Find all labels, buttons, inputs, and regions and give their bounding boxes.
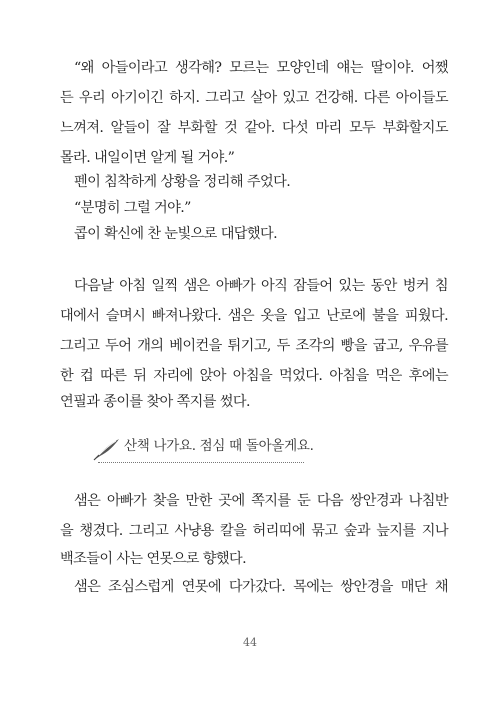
text-line: 몰라. 내일이면 알게 될 거야.” [60,150,235,166]
text-line: 다음날 아침 일찍 샘은 아빠가 아직 잠들어 있는 동안 벙커 침 [74,278,448,294]
text-line: 연필과 종이를 찾아 쪽지를 썼다. [60,394,250,410]
note-text: 산책 나가요. 점심 때 돌아올게요. [124,438,314,454]
text-line: 백조들이 사는 연못으로 향했다. [60,551,247,567]
text-line: 을 챙겼다. 그리고 사냥용 칼을 허리띠에 묶고 숲과 늪지를 지나 [60,523,448,539]
text-line: “왜 아들이라고 생각해? 모르는 모양인데 얘는 딸이야. 어쨌 [74,60,448,76]
text-line: 샘은 조심스럽게 연못에 다가갔다. 목에는 쌍안경을 매단 채 [74,579,448,595]
text-line: 느껴져. 알들이 잘 부화할 것 같아. 다섯 마리 모두 부화할지도 [60,120,448,136]
text-line: 한 컵 따른 뒤 자리에 앉아 아침을 먹었다. 아침을 먹은 후에는 [60,368,448,384]
text-line: 든 우리 아기이긴 하지. 그리고 살아 있고 건강해. 다른 아이들도 [60,90,448,106]
text-line: 그리고 두어 개의 베이컨을 튀기고, 두 조각의 빵을 굽고, 우유를 [60,338,448,354]
text-line: “분명히 그럴 거야.” [74,200,191,216]
handwritten-note [92,434,314,464]
text-line: 콥이 확신에 찬 눈빛으로 대답했다. [74,226,278,242]
text-line: 펜이 침착하게 상황을 정리해 주었다. [74,174,291,190]
page-number: 44 [243,636,257,649]
dotted-underline [98,462,304,463]
text-line: 샘은 아빠가 찾을 만한 곳에 쪽지를 둔 다음 쌍안경과 나침반 [74,493,448,509]
quill-pen-icon [92,436,122,462]
text-line: 대에서 슬며시 빠져나왔다. 샘은 옷을 입고 난로에 불을 피웠다. [60,308,448,324]
